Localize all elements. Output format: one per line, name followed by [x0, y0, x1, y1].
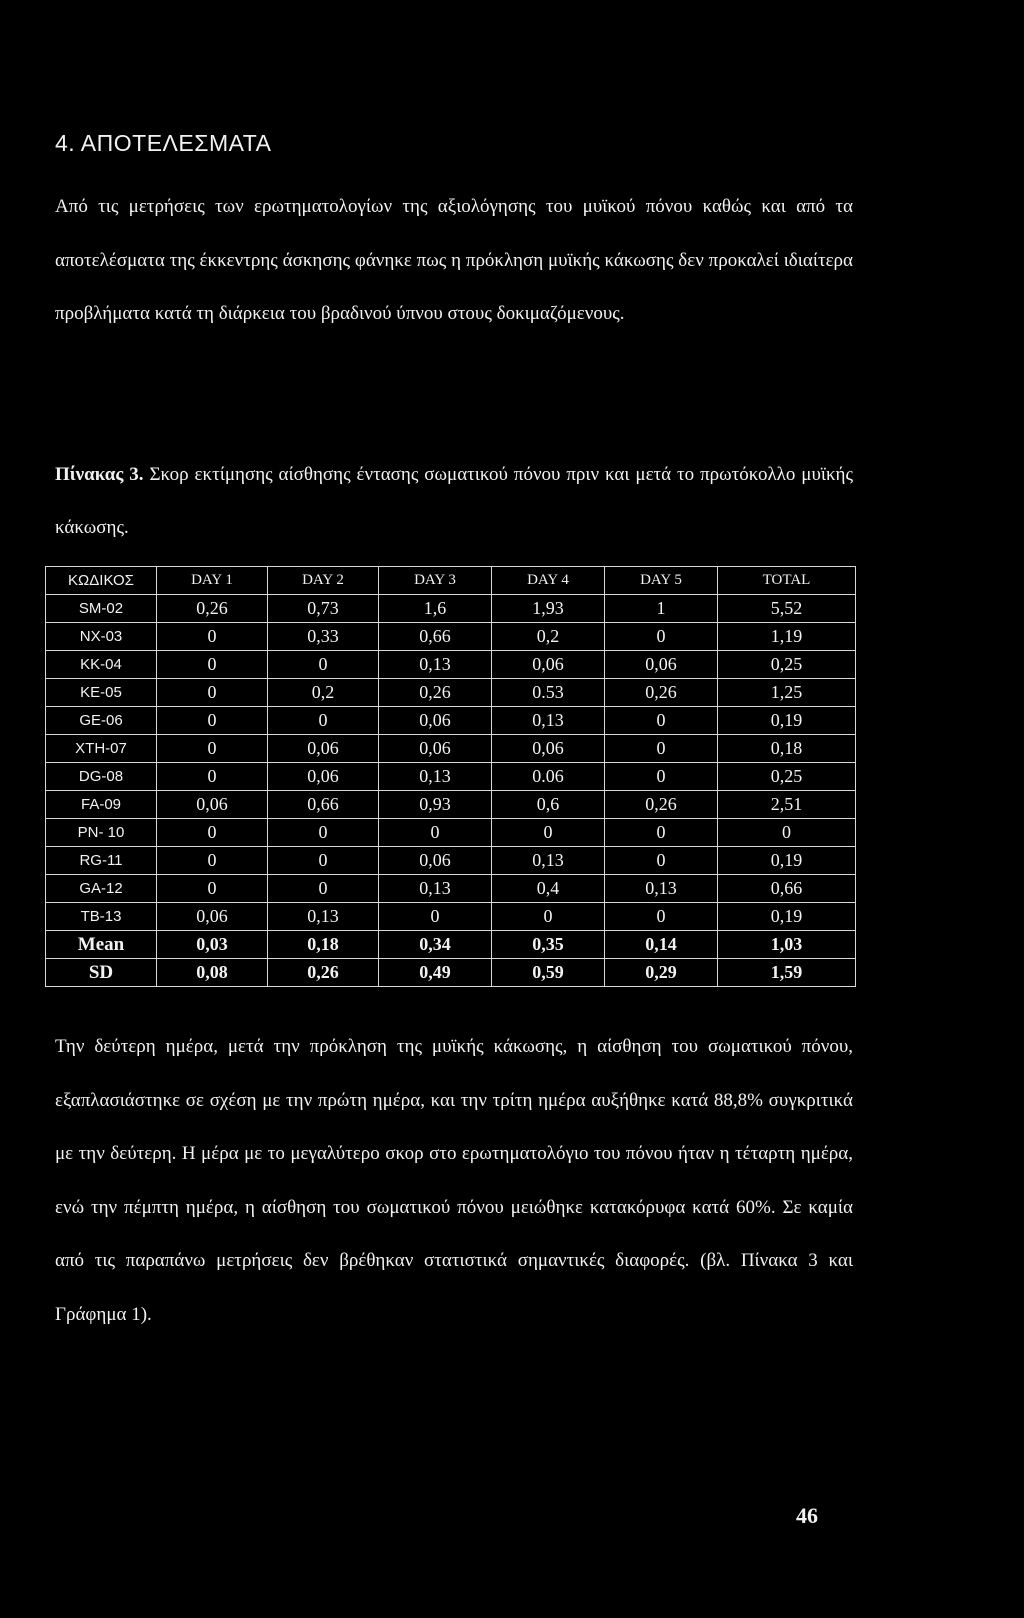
table-cell: 0,06: [379, 847, 492, 875]
table-cell: 0: [605, 735, 718, 763]
table-cell: 0,59: [492, 959, 605, 987]
table-row: [46, 735, 856, 763]
section-heading: 4. ΑΠΟΤΕΛΕΣΜΑΤΑ: [55, 130, 272, 156]
table-cell: 0: [718, 819, 856, 847]
table-cell: 0: [268, 875, 379, 903]
table-row: [46, 707, 856, 735]
table-cell: 0,06: [268, 763, 379, 791]
header-day-2: DAY 2: [268, 567, 379, 595]
table-cell: 0,13: [268, 903, 379, 931]
table-cell: 0,06: [492, 735, 605, 763]
table-row: [46, 679, 856, 707]
table-cell: 0: [268, 707, 379, 735]
table-cell: 0,26: [605, 679, 718, 707]
table-cell: 0.53: [492, 679, 605, 707]
pain-score-table: [45, 566, 856, 987]
table-cell: 0,13: [605, 875, 718, 903]
table-cell: 0,06: [492, 651, 605, 679]
row-label-cell: GA-12: [46, 875, 157, 903]
table-cell: 0: [268, 651, 379, 679]
table-cell: 0,06: [379, 735, 492, 763]
table-cell: 0,06: [605, 651, 718, 679]
table-cell: 0,33: [268, 623, 379, 651]
table-cell: 0: [605, 847, 718, 875]
table-cell: 0,25: [718, 763, 856, 791]
table-cell: 0,18: [268, 931, 379, 959]
table-cell: 0,25: [718, 651, 856, 679]
table-caption-label: Πίνακας 3.: [55, 464, 144, 485]
table-cell: 0,19: [718, 707, 856, 735]
table-cell: 0,93: [379, 791, 492, 819]
row-label-cell: KE-05: [46, 679, 157, 707]
table-cell: 2,51: [718, 791, 856, 819]
header-day-5: DAY 5: [605, 567, 718, 595]
table-cell: 0: [157, 875, 268, 903]
row-label-cell: FA-09: [46, 791, 157, 819]
table-cell: 0: [605, 707, 718, 735]
table-row: [46, 763, 856, 791]
table-cell: 0,26: [605, 791, 718, 819]
table-cell: 0,19: [718, 847, 856, 875]
row-label-cell: Mean: [46, 931, 157, 959]
table-cell: 0,26: [379, 679, 492, 707]
table-row: [46, 819, 856, 847]
table-cell: 0: [157, 651, 268, 679]
table-row: [46, 791, 856, 819]
table-cell: 0.06: [492, 763, 605, 791]
table-cell: 0: [379, 819, 492, 847]
table-cell: 0,66: [379, 623, 492, 651]
table-cell: 0,13: [492, 707, 605, 735]
table-cell: 1,59: [718, 959, 856, 987]
table-cell: 0: [605, 763, 718, 791]
table-cell: 1,6: [379, 595, 492, 623]
table-cell: 0,29: [605, 959, 718, 987]
table-cell: 1,25: [718, 679, 856, 707]
row-label-cell: SM-02: [46, 595, 157, 623]
table-cell: 0,66: [268, 791, 379, 819]
table-cell: 0: [157, 679, 268, 707]
table-cell: 0,03: [157, 931, 268, 959]
table-cell: 0,66: [718, 875, 856, 903]
table-cell: 0,13: [379, 651, 492, 679]
table-cell: 0: [157, 707, 268, 735]
intro-paragraph: Από τις μετρήσεις των ερωτηματολογίων της αξιολόγησης του μυϊκού πόνου καθώς και από τα αποτελέσματα της έκκεντρης άσκησης φάνηκε πως η πρόκληση μυϊκής κάκωσης δεν προκαλεί ιδιαίτερα προβλήματα κατά τη διάρκεια του βραδινού ύπνου στους δοκιμαζόμενους.: [55, 196, 853, 324]
table-cell: 0: [605, 819, 718, 847]
table-cell: 0,14: [605, 931, 718, 959]
row-label-cell: TB-13: [46, 903, 157, 931]
table-cell: 0: [157, 847, 268, 875]
header-day-3: DAY 3: [379, 567, 492, 595]
table-cell: 0,35: [492, 931, 605, 959]
row-label-cell: DG-08: [46, 763, 157, 791]
table-cell: 0,2: [492, 623, 605, 651]
header-day-1: DAY 1: [157, 567, 268, 595]
table-cell: 1,19: [718, 623, 856, 651]
table-cell: 0: [157, 763, 268, 791]
table-row: [46, 875, 856, 903]
table-body: [46, 595, 856, 987]
table-cell: 0,13: [492, 847, 605, 875]
table-cell: 0: [157, 819, 268, 847]
row-label-cell: NX-03: [46, 623, 157, 651]
table-cell: 0,6: [492, 791, 605, 819]
table-cell: 1,93: [492, 595, 605, 623]
header-code: ΚΩΔΙΚΟΣ: [46, 567, 157, 595]
table-cell: 0: [157, 735, 268, 763]
row-label-cell: GE-06: [46, 707, 157, 735]
table-cell: 0,19: [718, 903, 856, 931]
sd-row: [46, 959, 856, 987]
table-cell: 0,13: [379, 875, 492, 903]
table-cell: 0,34: [379, 931, 492, 959]
row-label-cell: PN- 10: [46, 819, 157, 847]
row-label-cell: XTH-07: [46, 735, 157, 763]
table-cell: 0,08: [157, 959, 268, 987]
table-cell: 0,06: [268, 735, 379, 763]
table-cell: 0,26: [157, 595, 268, 623]
table-cell: 0,18: [718, 735, 856, 763]
table-cell: 0,2: [268, 679, 379, 707]
table-cell: 0: [492, 903, 605, 931]
row-label-cell: RG-11: [46, 847, 157, 875]
table-row: [46, 651, 856, 679]
table-cell: 0,06: [379, 707, 492, 735]
table-cell: 0: [268, 847, 379, 875]
table-row: [46, 903, 856, 931]
table-header-row: [46, 567, 856, 595]
table-cell: 0: [605, 623, 718, 651]
table-cell: 0,26: [268, 959, 379, 987]
table-caption: [55, 448, 853, 554]
table-cell: 0,06: [157, 791, 268, 819]
table-cell: 5,52: [718, 595, 856, 623]
table-cell: 0,49: [379, 959, 492, 987]
header-total: TOTAL: [718, 567, 856, 595]
table-cell: 1: [605, 595, 718, 623]
results-paragraph: Την δεύτερη ημέρα, μετά την πρόκληση της μυϊκής κάκωσης, η αίσθηση του σωματικού πόνου, εξαπλασιάστηκε σε σχέση με την πρώτη ημέρα, και την τρίτη ημέρα αυξήθηκε κατά 88,8% συγκριτικά με την δεύτερη. Η μέρα με το μεγαλύτερο σκορ στο ερωτηματολόγιο του πόνου ήταν η τέταρτη ημέρα, ενώ την πέμπτη ημέρα, η αίσθηση του σωματικού πόνου μειώθηκε κατακόρυφα κατά 60%. Σε καμία από τις παραπάνω μετρήσεις δεν βρέθηκαν στατιστικά σημαντικές διαφορές. (βλ. Πίνακα 3 και Γράφημα 1).: [55, 1036, 853, 1325]
table-row: [46, 595, 856, 623]
page-number: 46: [796, 1503, 818, 1528]
row-label-cell: KK-04: [46, 651, 157, 679]
table-row: [46, 623, 856, 651]
table-cell: 0,13: [379, 763, 492, 791]
table-cell: 0: [268, 819, 379, 847]
table-cell: 0: [605, 903, 718, 931]
row-label-cell: SD: [46, 959, 157, 987]
table-caption-text: Σκορ εκτίμησης αίσθησης έντασης σωματικού πόνου πριν και μετά το πρωτόκολλο μυϊκής κάκωσης.: [55, 464, 853, 538]
table-row: [46, 847, 856, 875]
table-cell: 0: [379, 903, 492, 931]
table-cell: 0: [492, 819, 605, 847]
table-cell: 0,06: [157, 903, 268, 931]
table-cell: 0: [157, 623, 268, 651]
table-cell: 0,73: [268, 595, 379, 623]
table-cell: 1,03: [718, 931, 856, 959]
table-cell: 0,4: [492, 875, 605, 903]
mean-row: [46, 931, 856, 959]
header-day-4: DAY 4: [492, 567, 605, 595]
